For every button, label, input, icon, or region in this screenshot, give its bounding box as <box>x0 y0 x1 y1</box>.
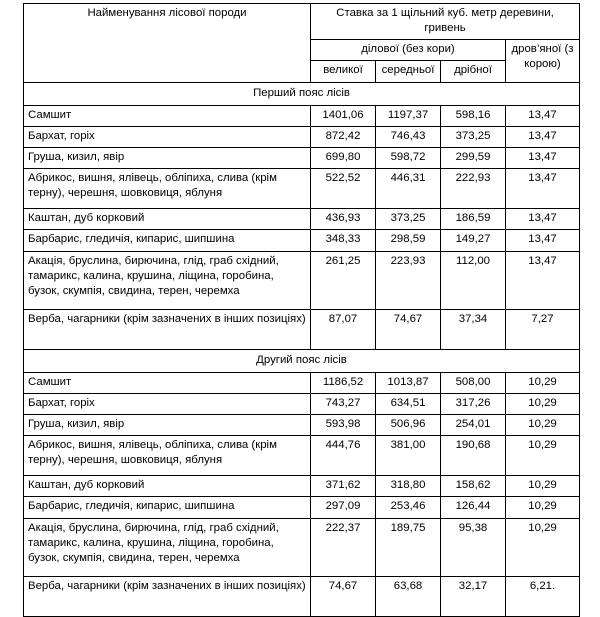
cell-rate-firewood: 13,47 <box>506 148 580 169</box>
header-sub-medium: середньої <box>376 61 441 82</box>
cell-rate-medium: 63,68 <box>376 576 441 616</box>
cell-rate-large: 593,98 <box>311 415 376 436</box>
cell-rate-medium: 381,00 <box>376 436 441 476</box>
cell-species-name: Бархат, горіх <box>24 126 311 147</box>
cell-species-name: Груша, кизил, явір <box>24 148 311 169</box>
section-header-row <box>24 82 580 105</box>
cell-rate-small: 317,26 <box>441 393 506 414</box>
cell-rate-medium: 318,80 <box>376 476 441 497</box>
section-header-row <box>24 349 580 372</box>
cell-rate-large: 348,33 <box>311 230 376 251</box>
cell-rate-small: 299,59 <box>441 148 506 169</box>
cell-rate-firewood: 10,29 <box>506 518 580 576</box>
cell-rate-firewood: 10,29 <box>506 436 580 476</box>
cell-rate-small: 37,34 <box>441 309 506 349</box>
table-row <box>24 105 580 126</box>
cell-rate-large: 522,52 <box>311 169 376 209</box>
cell-species-name: Самшит <box>24 372 311 393</box>
cell-rate-large: 74,67 <box>311 576 376 616</box>
cell-rate-small: 126,44 <box>441 497 506 518</box>
cell-rate-firewood: 10,29 <box>506 497 580 518</box>
cell-rate-medium: 223,93 <box>376 251 441 309</box>
cell-rate-large: 87,07 <box>311 309 376 349</box>
cell-rate-small: 186,59 <box>441 209 506 230</box>
cell-rate-medium: 506,96 <box>376 415 441 436</box>
table-row <box>24 393 580 414</box>
cell-rate-medium: 298,59 <box>376 230 441 251</box>
cell-species-name: Каштан, дуб корковий <box>24 209 311 230</box>
table-row <box>24 251 580 309</box>
cell-species-name: Абрикос, вишня, ялівець, обліпиха, слива (крім терну), черешня, шовковиця, яблуня <box>24 436 311 476</box>
table-row <box>24 230 580 251</box>
cell-rate-medium: 634,51 <box>376 393 441 414</box>
cell-rate-small: 254,01 <box>441 415 506 436</box>
table-header <box>24 4 580 83</box>
cell-rate-medium: 74,67 <box>376 309 441 349</box>
table-row <box>24 169 580 209</box>
cell-rate-large: 222,37 <box>311 518 376 576</box>
cell-rate-large: 872,42 <box>311 126 376 147</box>
header-firewood-group: дров’яної (з корою) <box>506 40 580 82</box>
section-title: Другий пояс лісів <box>24 349 580 372</box>
cell-rate-small: 598,16 <box>441 105 506 126</box>
table-row <box>24 309 580 349</box>
forest-species-rates-table <box>23 3 580 617</box>
cell-rate-large: 371,62 <box>311 476 376 497</box>
table-body <box>24 82 580 616</box>
header-rate-group: Ставка за 1 щільний куб. метр деревини, гривень <box>311 4 580 40</box>
table-row <box>24 372 580 393</box>
cell-rate-medium: 189,75 <box>376 518 441 576</box>
cell-rate-large: 297,09 <box>311 497 376 518</box>
header-business-group: ділової (без кори) <box>311 40 506 61</box>
table-row <box>24 497 580 518</box>
cell-rate-firewood: 10,29 <box>506 476 580 497</box>
cell-rate-firewood: 7,27 <box>506 309 580 349</box>
table-row <box>24 518 580 576</box>
cell-species-name: Бархат, горіх <box>24 393 311 414</box>
cell-rate-medium: 746,43 <box>376 126 441 147</box>
cell-species-name: Абрикос, вишня, ялівець, обліпиха, слива (крім терну), черешня, шовковиця, яблуня <box>24 169 311 209</box>
header-species-name: Найменування лісової породи <box>24 4 311 83</box>
cell-rate-firewood: 10,29 <box>506 372 580 393</box>
cell-rate-firewood: 10,29 <box>506 415 580 436</box>
cell-rate-medium: 1197,37 <box>376 105 441 126</box>
table-row <box>24 148 580 169</box>
cell-species-name: Груша, кизил, явір <box>24 415 311 436</box>
cell-rate-medium: 373,25 <box>376 209 441 230</box>
cell-rate-firewood: 6,21. <box>506 576 580 616</box>
cell-species-name: Верба, чагарники (крім зазначених в інших позиціях) <box>24 576 311 616</box>
cell-rate-firewood: 10,29 <box>506 393 580 414</box>
table-row <box>24 209 580 230</box>
cell-rate-medium: 253,46 <box>376 497 441 518</box>
cell-rate-small: 373,25 <box>441 126 506 147</box>
table-row <box>24 576 580 616</box>
cell-species-name: Барбарис, гледичія, кипарис, шипшина <box>24 497 311 518</box>
cell-rate-small: 508,00 <box>441 372 506 393</box>
table-row <box>24 126 580 147</box>
cell-species-name: Акація, бруслина, бирючина, глід, граб східний, тамарикс, калина, крушина, ліщина, горобина, бузок, скумпія, свидина, терен, черемха <box>24 518 311 576</box>
cell-rate-small: 158,62 <box>441 476 506 497</box>
cell-species-name: Самшит <box>24 105 311 126</box>
header-sub-large: великої <box>311 61 376 82</box>
table-row <box>24 415 580 436</box>
cell-rate-large: 444,76 <box>311 436 376 476</box>
cell-species-name: Акація, бруслина, бирючина, глід, граб східний, тамарикс, калина, крушина, ліщина, горобина, бузок, скумпія, свидина, терен, черемха <box>24 251 311 309</box>
table-row <box>24 436 580 476</box>
cell-rate-medium: 446,31 <box>376 169 441 209</box>
table-row <box>24 476 580 497</box>
cell-rate-firewood: 13,47 <box>506 126 580 147</box>
cell-rate-large: 1186,52 <box>311 372 376 393</box>
cell-rate-large: 436,93 <box>311 209 376 230</box>
cell-rate-firewood: 13,47 <box>506 105 580 126</box>
header-row-1 <box>24 4 580 40</box>
cell-species-name: Каштан, дуб корковий <box>24 476 311 497</box>
cell-rate-firewood: 13,47 <box>506 169 580 209</box>
cell-species-name: Барбарис, гледичія, кипарис, шипшина <box>24 230 311 251</box>
cell-rate-small: 222,93 <box>441 169 506 209</box>
cell-rate-medium: 598,72 <box>376 148 441 169</box>
cell-rate-small: 95,38 <box>441 518 506 576</box>
cell-rate-firewood: 13,47 <box>506 230 580 251</box>
cell-rate-large: 261,25 <box>311 251 376 309</box>
cell-rate-firewood: 13,47 <box>506 251 580 309</box>
cell-species-name: Верба, чагарники (крім зазначених в інших позиціях) <box>24 309 311 349</box>
section-title: Перший пояс лісів <box>24 82 580 105</box>
cell-rate-small: 112,00 <box>441 251 506 309</box>
cell-rate-large: 743,27 <box>311 393 376 414</box>
cell-rate-firewood: 13,47 <box>506 209 580 230</box>
cell-rate-large: 1401,06 <box>311 105 376 126</box>
cell-rate-large: 699,80 <box>311 148 376 169</box>
cell-rate-small: 149,27 <box>441 230 506 251</box>
cell-rate-small: 190,68 <box>441 436 506 476</box>
cell-rate-medium: 1013,87 <box>376 372 441 393</box>
header-sub-small: дрібної <box>441 61 506 82</box>
cell-rate-small: 32,17 <box>441 576 506 616</box>
